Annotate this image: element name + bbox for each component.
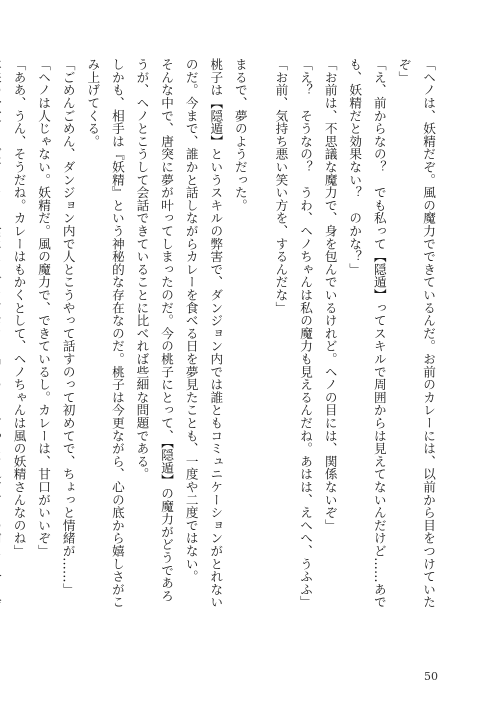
text-line: も、妖精だと効果ない？ のかな？」: [347, 58, 363, 276]
text-line: 「ヘノは、妖精だぞ。風の魔力でできているんだ。お前のカレーには、以前から目をつけていた: [421, 58, 436, 609]
text-line: ぞ」: [396, 58, 412, 84]
text-line: み上げてくる。: [85, 58, 101, 148]
text-line: 「ああ、うん、そうだね。カレーはもかくとして、ヘノちゃんは風の妖精さんなのね」: [11, 58, 27, 558]
text-line: 「え？ そうなの？ うわ、ヘノちゃんは私の魔力も見えるんだね。あはは、えへへ、うふふ」: [298, 58, 314, 609]
text-line: 「お前、気持ち悪い笑い方を、するんだな」: [273, 58, 289, 314]
scene-break: [252, 58, 268, 648]
text-line: うが、ヘノとこうして会話できていることに比べれば些細な問題である。: [134, 58, 150, 481]
text-line: 「お前は、不思議な魔力で、身を包んでいるけれど。ヘノの目には、関係ないぞ」: [322, 58, 338, 532]
text-line: まるで、夢のようだった。: [232, 58, 248, 212]
vertical-text-body: [0, 58, 440, 648]
text-line: そんな中で、唐突に夢が叶ってしまったのだ。今の桃子にとって、【隠遁】の魔力がどうであろ: [159, 58, 175, 603]
text-line: 桃子は【隠遁】というスキルの弊害で、ダンジョン内では誰ともコミュニケーションがとれない: [208, 58, 224, 609]
text-line: [0, 58, 6, 648]
page-number: 50: [424, 670, 438, 683]
text-line: のだ。今まで、誰かと話しながらカレーを食べる日を夢見たことも、一度や二度ではない。: [183, 58, 199, 583]
text-line: 「ヘノは人じゃない。妖精だ。風の魔力で、できているし。カレーは、甘口がいいぞ」: [36, 58, 52, 558]
text-line: 「ごめんごめん、ダンジョン内で人とこうやって話すのって初めてで、ちょっと情緒が……」: [60, 58, 76, 596]
text-line: しかも、相手は『妖精』という神秘的な存在なのだ。桃子は今更ながら、心の底から嬉しさがこ: [109, 58, 125, 609]
text-line: 「え、前からなの？ でも私って【隠遁】ってスキルで周囲からは見えてないんだけど……あで: [371, 58, 387, 609]
